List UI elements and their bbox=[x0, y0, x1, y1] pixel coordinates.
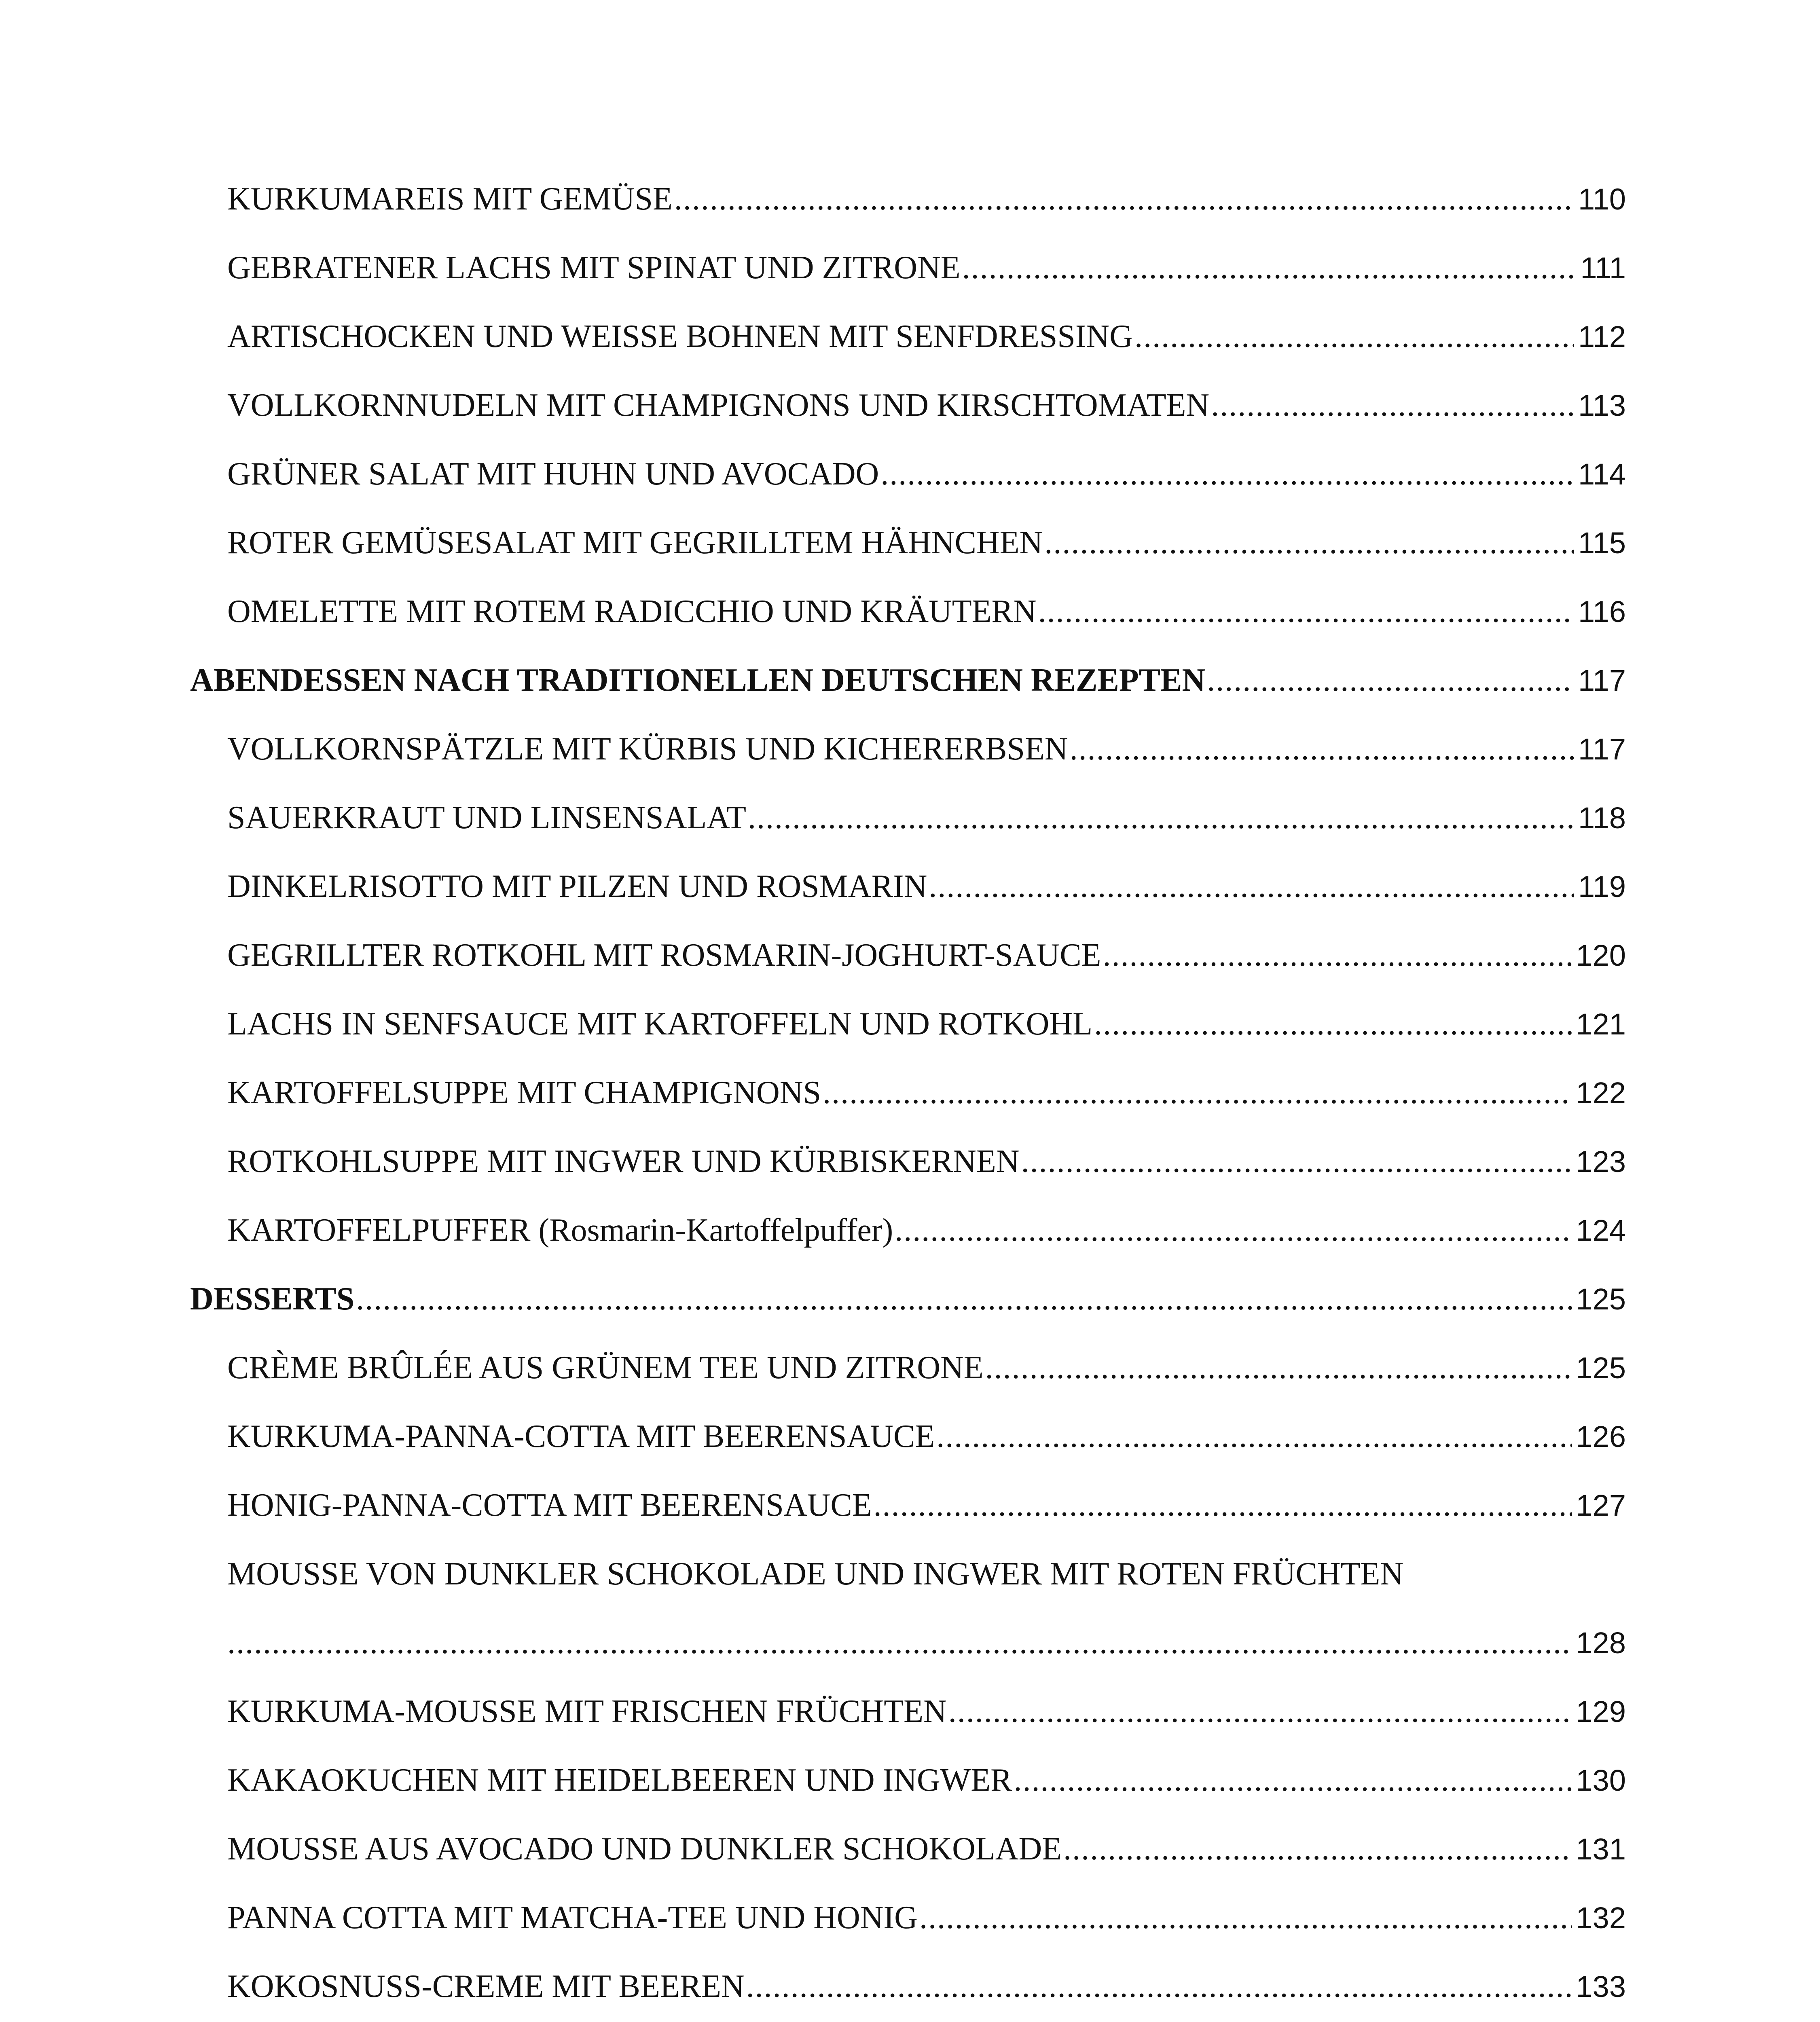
toc-entry[interactable] bbox=[190, 1899, 1626, 1968]
toc-entry-title: KURKUMA-MOUSSE MIT FRISCHEN FRÜCHTEN bbox=[227, 1694, 947, 1729]
toc-entry-title: ARTISCHOCKEN UND WEISSE BOHNEN MIT SENFDRESSING bbox=[227, 319, 1133, 354]
toc-entry-title: GRÜNER SALAT MIT HUHN UND AVOCADO bbox=[227, 456, 879, 492]
toc-entry-page: 126 bbox=[1576, 1420, 1626, 1453]
toc-entry-title: PANNA COTTA MIT MATCHA-TEE UND HONIG bbox=[227, 1900, 918, 1935]
toc-entry[interactable] bbox=[190, 1968, 1626, 2022]
toc-entry-title: KURKUMAREIS MIT GEMÜSE bbox=[227, 181, 673, 217]
toc-entry-page: 123 bbox=[1576, 1145, 1626, 1178]
toc-entry-page: 114 bbox=[1578, 457, 1626, 491]
toc-entry-page: 132 bbox=[1576, 1901, 1626, 1935]
toc-entry[interactable] bbox=[190, 1074, 1626, 1143]
dot-leader bbox=[985, 1349, 1572, 1386]
dot-leader bbox=[674, 181, 1574, 218]
toc-entry[interactable] bbox=[190, 387, 1626, 456]
toc-entry-page: 116 bbox=[1578, 595, 1626, 628]
toc-entry-title: LACHS IN SENFSAUCE MIT KARTOFFELN UND ROTKOHL bbox=[227, 1006, 1093, 1042]
toc-entry[interactable] bbox=[190, 1006, 1626, 1074]
dot-leader bbox=[880, 456, 1574, 493]
toc-entry-page: 115 bbox=[1578, 526, 1626, 560]
toc-entry-page: 112 bbox=[1578, 320, 1626, 353]
toc-entry-title: KARTOFFELPUFFER (Rosmarin-Kartoffelpuffer) bbox=[227, 1212, 893, 1248]
toc-entry-title: CRÈME BRÛLÉE AUS GRÜNEM TEE UND ZITRONE bbox=[227, 1350, 984, 1385]
toc-entry-title: KARTOFFELSUPPE MIT CHAMPIGNONS bbox=[227, 1075, 821, 1110]
dot-leader bbox=[1014, 1762, 1572, 1799]
toc-entry-page: 111 bbox=[1580, 251, 1626, 285]
dot-leader bbox=[1044, 525, 1574, 561]
toc-entry[interactable] bbox=[190, 1831, 1626, 1899]
toc-entry[interactable] bbox=[190, 1693, 1626, 1762]
toc-entry-title: MOUSSE AUS AVOCADO UND DUNKLER SCHOKOLADE bbox=[227, 1831, 1062, 1867]
toc-entry-title: OMELETTE MIT ROTEM RADICCHIO UND KRÄUTERN bbox=[227, 594, 1037, 629]
toc-entry-page: 133 bbox=[1576, 1970, 1626, 2003]
toc-entry[interactable] bbox=[190, 1418, 1626, 1487]
dot-leader bbox=[746, 1968, 1572, 2005]
dot-leader bbox=[895, 1212, 1572, 1249]
dot-leader bbox=[1063, 1831, 1572, 1868]
toc-chapter-entry[interactable] bbox=[190, 662, 1626, 731]
dot-leader bbox=[929, 868, 1574, 905]
toc-entry-page: 110 bbox=[1578, 182, 1626, 216]
dot-leader bbox=[1038, 593, 1574, 630]
toc-entry-title: HONIG-PANNA-COTTA MIT BEERENSAUCE bbox=[227, 1487, 872, 1523]
toc-entry-page: 128 bbox=[1576, 1626, 1626, 1660]
toc-entry[interactable] bbox=[190, 1762, 1626, 1831]
dot-leader bbox=[1103, 937, 1572, 974]
dot-leader bbox=[962, 250, 1577, 286]
dot-leader bbox=[1094, 1006, 1572, 1043]
toc-entry[interactable] bbox=[190, 1556, 1626, 1693]
toc-entry[interactable] bbox=[190, 181, 1626, 250]
toc-entry[interactable] bbox=[190, 318, 1626, 387]
dot-leader bbox=[948, 1693, 1572, 1730]
toc-entry-title: VOLLKORNNUDELN MIT CHAMPIGNONS UND KIRSCHTOMATEN bbox=[227, 387, 1210, 423]
toc-entry-title: KAKAOKUCHEN MIT HEIDELBEEREN UND INGWER bbox=[227, 1762, 1012, 1798]
toc-entry-title: SAUERKRAUT UND LINSENSALAT bbox=[227, 800, 747, 835]
toc-entry-page: 131 bbox=[1576, 1832, 1626, 1866]
toc-entry-title: KOKOSNUSS-CREME MIT BEEREN bbox=[227, 1969, 745, 2004]
toc-entry-title: MOUSSE VON DUNKLER SCHOKOLADE UND INGWER MIT ROTEN FRÜCHTEN bbox=[227, 1556, 1404, 1592]
dot-leader bbox=[874, 1487, 1572, 1524]
toc-entry[interactable] bbox=[190, 868, 1626, 937]
dot-leader bbox=[1070, 731, 1574, 768]
toc-entry-page: 120 bbox=[1576, 939, 1626, 972]
toc-entry[interactable] bbox=[190, 1487, 1626, 1556]
toc-entry[interactable] bbox=[190, 1143, 1626, 1212]
toc-entry[interactable] bbox=[190, 937, 1626, 1006]
dot-leader bbox=[823, 1074, 1572, 1111]
toc-entry-page: 125 bbox=[1576, 1282, 1626, 1316]
toc-entry-page: 117 bbox=[1578, 732, 1626, 766]
toc-entry-page: 124 bbox=[1576, 1214, 1626, 1247]
toc-chapter-entry[interactable] bbox=[190, 1281, 1626, 1349]
toc-entry-page: 118 bbox=[1578, 801, 1626, 835]
toc-entry-title: VOLLKORNSPÄTZLE MIT KÜRBIS UND KICHERERBSEN bbox=[227, 731, 1068, 767]
toc-entry[interactable] bbox=[190, 250, 1626, 318]
dot-leader bbox=[1021, 1143, 1572, 1180]
dot-leader bbox=[227, 1624, 1572, 1661]
toc-entry-title: KURKUMA-PANNA-COTTA MIT BEERENSAUCE bbox=[227, 1419, 935, 1454]
toc-chapter-title: ABENDESSEN NACH TRADITIONELLEN DEUTSCHEN REZEPTEN bbox=[190, 662, 1206, 698]
toc-entry-page: 127 bbox=[1576, 1489, 1626, 1522]
dot-leader bbox=[936, 1418, 1572, 1455]
dot-leader bbox=[1207, 662, 1574, 699]
toc-entry[interactable] bbox=[190, 593, 1626, 662]
toc-entry-page: 121 bbox=[1576, 1007, 1626, 1041]
dot-leader bbox=[748, 799, 1574, 836]
toc-entry-page: 117 bbox=[1578, 664, 1626, 697]
toc-chapter-title: DESSERTS bbox=[190, 1281, 355, 1317]
dot-leader bbox=[1134, 318, 1574, 355]
toc-entry[interactable] bbox=[190, 525, 1626, 593]
toc-entry-page: 130 bbox=[1576, 1764, 1626, 1797]
toc-entry-page: 113 bbox=[1578, 389, 1626, 422]
toc-entry-title: DINKELRISOTTO MIT PILZEN UND ROSMARIN bbox=[227, 869, 927, 904]
toc-entry-page: 125 bbox=[1576, 1351, 1626, 1385]
dot-leader bbox=[356, 1281, 1572, 1318]
table-of-contents bbox=[190, 181, 1626, 2022]
toc-entry-title: GEGRILLTER ROTKOHL MIT ROSMARIN-JOGHURT-SAUCE bbox=[227, 937, 1101, 973]
toc-entry[interactable] bbox=[190, 731, 1626, 799]
toc-entry-title: GEBRATENER LACHS MIT SPINAT UND ZITRONE bbox=[227, 250, 961, 286]
toc-entry[interactable] bbox=[190, 1212, 1626, 1281]
toc-entry[interactable] bbox=[190, 1349, 1626, 1418]
toc-entry[interactable] bbox=[190, 799, 1626, 868]
toc-entry-title: ROTER GEMÜSESALAT MIT GEGRILLTEM HÄHNCHEN bbox=[227, 525, 1043, 560]
toc-entry[interactable] bbox=[190, 456, 1626, 525]
toc-entry-page: 119 bbox=[1578, 870, 1626, 903]
toc-entry-title: ROTKOHLSUPPE MIT INGWER UND KÜRBISKERNEN bbox=[227, 1144, 1020, 1179]
dot-leader bbox=[1211, 387, 1574, 424]
toc-entry-page: 122 bbox=[1576, 1076, 1626, 1110]
toc-entry-page: 129 bbox=[1576, 1695, 1626, 1728]
dot-leader bbox=[919, 1899, 1572, 1936]
